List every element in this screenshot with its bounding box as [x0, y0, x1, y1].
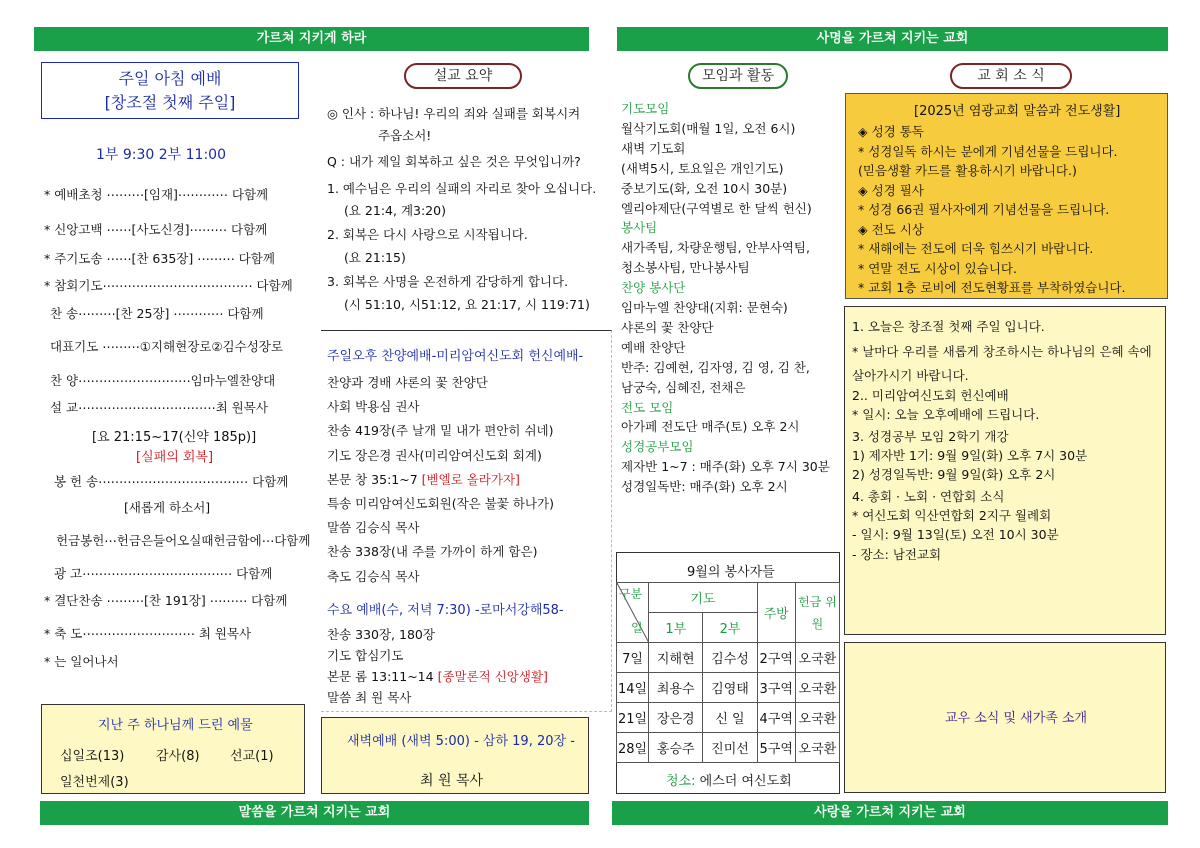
text-line: 찬송 338장(내 주를 가까이 하게 함은) — [327, 544, 538, 560]
member-news-title: 교우 소식 및 새가족 소개 — [945, 711, 1088, 726]
text-line: (요 21:15) — [344, 250, 406, 265]
header-offering: 헌금 위원 — [795, 583, 839, 643]
text-line: 아가페 전도단 매주(토) 오후 2시 — [621, 419, 800, 435]
text-line: 기도 장은경 권사(미리암여신도회 회계) — [327, 447, 542, 463]
afternoon-title: 주일오후 찬양예배-미리암여신도회 헌신예배- — [327, 349, 584, 364]
table-cell: 오국환 — [795, 703, 839, 733]
text-line: 중보기도(화, 오전 10시 30분) — [621, 180, 788, 196]
text-line: 찬 양⋯⋯⋯⋯⋯⋯⋯⋯⋯임마누엘찬양대 — [50, 373, 276, 388]
top-left-banner: 가르쳐 지키게 하라 — [34, 27, 589, 51]
text-line: * 는 일어나서 — [44, 654, 119, 669]
news-label: 교 회 소 식 — [950, 63, 1072, 89]
text-line: 샤론의 꽃 찬양단 — [621, 319, 714, 335]
table-cell: 김수성 — [703, 643, 757, 673]
worship-title: 주일 아침 예배 — [118, 69, 222, 88]
text-line: * 일시: 오늘 오후예배에 드립니다. — [852, 407, 1040, 422]
table-cell: 장은경 — [649, 703, 703, 733]
table-cell: 14일 — [617, 673, 649, 703]
table-cell: 홍승주 — [649, 733, 703, 763]
table-cell: 28일 — [617, 733, 649, 763]
text-line: * 연말 전도 시상이 있습니다. — [858, 260, 1017, 276]
text-line: (믿음생활 카드를 활용하시기 바랍니다.) — [858, 163, 1077, 178]
text-line: * 날마다 우리를 새롭게 창조하시는 하나님의 은혜 속에 — [852, 344, 1152, 359]
text-line: (새벽5시, 토요일은 개인기도) — [621, 160, 784, 176]
text-line: - 일시: 9월 13일(토) 오전 10시 30분 — [852, 527, 1059, 542]
table-row — [617, 733, 840, 763]
table-cell: 지해현 — [649, 643, 703, 673]
sermon-summary-label: 설교 요약 — [404, 63, 522, 89]
text-line: 1. 예수님은 우리의 실패의 자리로 찾아 오십니다. — [327, 181, 597, 196]
text-line: ◎ 인사 : 하나님! 우리의 죄와 실패를 회복시켜 — [327, 106, 581, 121]
text-line: 찬 송⋯⋯⋯[찬 25장] ⋯⋯⋯⋯ 다함께 — [50, 306, 264, 321]
worship-times: 1부 9:30 2부 11:00 — [96, 147, 226, 163]
text-line: 새벽 기도회 — [621, 140, 686, 156]
text-line: 1) 제자반 1기: 9월 9일(화) 오후 7시 30분 — [852, 448, 1088, 463]
text-line: 특송 미리암여신도회원(작은 불꽃 하나가) — [327, 496, 554, 511]
bottom-left-banner: 말씀을 가르쳐 지키는 교회 — [40, 801, 589, 825]
text-line: * 새해에는 전도에 더욱 힘쓰시기 바랍니다. — [858, 241, 1094, 256]
text-line: 사회 박용심 권사 — [327, 399, 420, 415]
text-line: 말씀 최 원 목사 — [327, 690, 412, 705]
text-line: * 결단찬송 ⋯⋯⋯[찬 191장] ⋯⋯⋯ 다함께 — [44, 593, 288, 608]
header-1bu: 1부 — [649, 613, 703, 643]
member-news-box — [844, 642, 1166, 793]
yellow-news-box — [845, 93, 1168, 299]
header-2bu: 2부 — [703, 613, 757, 643]
text-line: 예배 찬양단 — [621, 339, 686, 355]
text-line: 엘리야제단(구역별로 한 달씩 헌신) — [621, 200, 812, 216]
text-line: 대표기도 ⋯⋯⋯①지해현장로②김수성장로 — [50, 339, 283, 354]
table-cell: 김영태 — [703, 673, 757, 703]
afternoon-bonmun-title: [벧엘로 올라가자] — [421, 471, 520, 487]
text-line: 2. 회복은 다시 사랑으로 시작됩니다. — [327, 227, 528, 242]
text-line: ◈ 성경 통독 — [858, 124, 924, 139]
header-gubun-il — [617, 583, 649, 643]
text-line: 3. 성경공부 모임 2학기 개강 — [852, 429, 1009, 444]
table-cell: 신 일 — [703, 703, 757, 733]
text-line: * 교회 1층 로비에 전도현황표를 부착하였습니다. — [858, 280, 1126, 295]
text-line: 본문 롬 13:11~14 [종말론적 신앙생활] — [327, 669, 548, 684]
text-line: 4. 총회 · 노회 · 연합회 소식 — [852, 489, 1005, 504]
text-line: 전도 모임 — [621, 399, 674, 415]
text-line: 제자반 1~7 : 매주(화) 오후 7시 30분 — [621, 459, 830, 475]
wednesday-title: 수요 예배(수, 저녁 7:30) -로마서강해58- — [327, 603, 564, 618]
text-line: (요 21:4, 계3:20) — [344, 203, 446, 218]
cleaning-label: 청소: — [666, 774, 696, 789]
text-line: 청소봉사팀, 만나봉사팀 — [621, 260, 750, 276]
text-line: 3. 회복은 사명을 온전하게 감당하게 합니다. — [327, 274, 569, 289]
text-line: ◈ 성경 필사 — [858, 182, 924, 198]
text-line: 봉사팀 — [621, 220, 658, 236]
text-line: - 장소: 남전교회 — [852, 547, 942, 562]
table-cell: 21일 — [617, 703, 649, 733]
table-cell: 오국환 — [795, 673, 839, 703]
text-line: 헌금봉헌⋯헌금은들어오실때헌금함에⋯다함께 — [56, 533, 311, 548]
text-line: 봉 헌 송⋯⋯⋯⋯⋯⋯⋯⋯⋯⋯⋯⋯ 다함께 — [54, 474, 289, 489]
wednesday-bonmun-title: [종말론적 신앙생활] — [437, 669, 548, 684]
text-line: 새가족팀, 차량운행팀, 안부사역팀, — [621, 240, 810, 256]
text-line: 광 고⋯⋯⋯⋯⋯⋯⋯⋯⋯⋯⋯⋯ 다함께 — [54, 566, 273, 581]
text-line: (시 51:10, 시51:12, 요 21:17, 시 119:71) — [344, 297, 590, 312]
text-line: * 참회기도⋯⋯⋯⋯⋯⋯⋯⋯⋯⋯⋯⋯ 다함께 — [44, 278, 293, 293]
text-line: 축도 김승식 목사 — [327, 568, 420, 584]
dawn-title: 새벽예배 (새벽 5:00) - 삼하 19, 20장 - — [347, 734, 575, 749]
offering-mission: 선교(1) — [230, 749, 274, 764]
text-line: 성경공부모임 — [621, 439, 694, 455]
volunteer-title: 9월의 봉사자들 — [687, 565, 775, 580]
table-cell: 오국환 — [795, 643, 839, 673]
text-line: 말씀 김승식 목사 — [327, 520, 420, 536]
table-cell: 최용수 — [649, 673, 703, 703]
text-line: 설 교⋯⋯⋯⋯⋯⋯⋯⋯⋯⋯⋯최 원목사 — [50, 400, 268, 415]
text-line: ◈ 전도 시상 — [858, 221, 924, 237]
text-line: 살아가시기 바랍니다. — [852, 368, 969, 383]
notice-box — [844, 306, 1166, 635]
table-row — [617, 673, 840, 703]
table-cell: 진미선 — [703, 733, 757, 763]
header-il: 일 — [631, 621, 643, 635]
text-line: 기도모임 — [621, 101, 670, 116]
worship-title-box — [41, 62, 299, 119]
table-cell: 5구역 — [757, 733, 795, 763]
text-line: * 여신도회 익산연합회 2지구 월례회 — [852, 508, 1052, 523]
text-line: 찬송 330장, 180장 — [327, 627, 435, 642]
text-line: 찬양 봉사단 — [621, 280, 686, 296]
sermon-title: [실패의 회복] — [136, 450, 214, 465]
text-line: * 주기도송 ⋯⋯[찬 635장] ⋯⋯⋯ 다함께 — [44, 251, 275, 266]
text-line: 2.. 미리암여신도회 헌신예배 — [852, 388, 1009, 403]
offering-tithe: 십일조(13) — [60, 749, 125, 764]
yellow-news-title: [2025년 염광교회 말씀과 전도생활] — [914, 104, 1121, 119]
text-line: * 성경 66권 필사자에게 기념선물을 드립니다. — [858, 202, 1110, 217]
dawn-pastor: 최 원 목사 — [420, 773, 483, 789]
text-line: 본문 창 35:1~7 [벧엘로 올라가자] — [327, 471, 520, 487]
cleaning-value: 에스더 여신도회 — [699, 774, 792, 789]
text-line: * 축 도⋯⋯⋯⋯⋯⋯⋯⋯⋯ 최 원목사 — [44, 626, 252, 641]
cleaning-row — [666, 770, 792, 789]
text-line: * 신앙고백 ⋯⋯[사도신경]⋯⋯⋯ 다함께 — [44, 222, 268, 237]
header-prayer: 기도 — [649, 583, 757, 613]
header-gubun: 구분 — [619, 587, 643, 601]
table-row — [617, 703, 840, 733]
text-line: 성경일독반: 매주(화) 오후 2시 — [621, 479, 788, 495]
table-cell: 3구역 — [757, 673, 795, 703]
dawn-box — [321, 717, 589, 794]
table-cell: 2구역 — [757, 643, 795, 673]
offering-thanks: 감사(8) — [156, 749, 200, 764]
text-line: Q : 내가 제일 회복하고 싶은 것은 무엇입니까? — [327, 154, 581, 169]
scripture-ref: [요 21:15~17(신약 185p)] — [92, 430, 257, 445]
worship-subtitle: [창조절 첫째 주일] — [104, 93, 236, 112]
text-line: * 성경일독 하시는 분에게 기념선물을 드립니다. — [858, 143, 1118, 159]
table-cell: 오국환 — [795, 733, 839, 763]
text-line: 임마누엘 찬양대(지휘: 문현숙) — [621, 300, 788, 315]
text-line: 기도 합심기도 — [327, 648, 404, 663]
header-kitchen: 주방 — [757, 583, 795, 643]
text-line: 찬양과 경배 샤론의 꽃 찬양단 — [327, 375, 488, 390]
text-line: [새롭게 하소서] — [124, 500, 211, 515]
offering-thousand: 일천번제(3) — [60, 775, 129, 790]
activities-label: 모임과 활동 — [688, 63, 788, 89]
text-line: 남궁숙, 심혜진, 전채은 — [621, 379, 746, 395]
bottom-right-banner: 사랑을 가르쳐 지키는 교회 — [612, 801, 1168, 825]
text-line: 찬송 419장(주 날개 밑 내가 편안히 쉬네) — [327, 423, 554, 439]
text-line: 반주: 김예현, 김자영, 김 영, 김 찬, — [621, 359, 810, 375]
top-right-banner: 사명을 가르쳐 지키는 교회 — [617, 27, 1168, 51]
text-line: 1. 오늘은 창조절 첫째 주일 입니다. — [852, 319, 1045, 334]
volunteer-table — [616, 582, 840, 763]
table-row — [617, 643, 840, 673]
text-line: * 예배초청 ⋯⋯⋯[임재]⋯⋯⋯⋯ 다함께 — [44, 187, 269, 202]
text-line: 2) 성경일독반: 9월 9일(화) 오후 2시 — [852, 467, 1056, 482]
text-line: 주옵소서! — [378, 128, 432, 143]
table-cell: 4구역 — [757, 703, 795, 733]
offering-title: 지난 주 하나님께 드린 예물 — [98, 718, 253, 733]
text-line: 월삭기도회(매월 1일, 오전 6시) — [621, 120, 796, 136]
offering-box — [41, 704, 305, 794]
table-cell: 7일 — [617, 643, 649, 673]
